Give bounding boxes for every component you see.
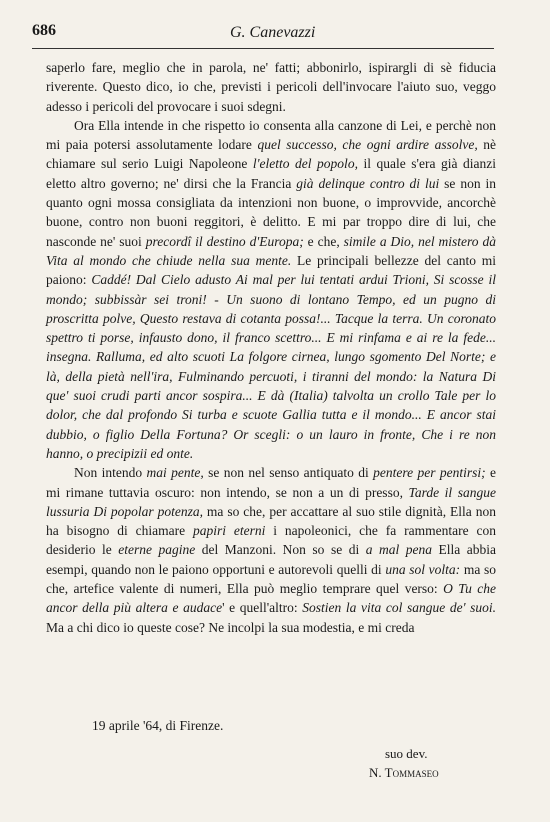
italic-quotation: Sostien la vita col sangue de' suoi. [302,600,496,616]
text-run: se non in quanto ogni mossa consigliata da intenzioni non buone, o improvvide, ancorchè buone, contro non buoni reggitori, è delitto. E mi par troppo dire di lui, che nasconde ne' suoi [46,175,496,249]
paragraph [46,58,496,116]
page-header [32,22,502,48]
italic-quotation: quel successo, che ogni ardire assolve, [257,137,478,153]
signature-block [369,744,439,782]
text-run: e che, [303,233,344,249]
italic-quotation: Tarde il sangue lussuria Di popolar potenza, [46,484,496,519]
italic-quotation: precordî il destino d'Europa; [145,233,304,249]
text-run: Le principali bellezze del canto mi paiono: [46,252,496,288]
date-line: 19 aprile '64, di Firenze. [92,718,224,733]
text-run: saperlo fare, meglio che in parola, ne' fatti; abbonirlo, ispirargli di sè fiducia riverente. Questo dico, io che, previsti i pericoli dell'invocare l'aiuto suo, veggo adesso i pericoli del provocare i suoi sdegni. [46,60,496,114]
text-run: i napoleonici, che fa rammentare con desiderio le [46,523,497,558]
letter-body [46,58,496,637]
italic-quotation: papiri eterni [193,523,266,539]
italic-quotation: una sol volta: [385,561,461,577]
text-run: Non intendo [74,465,147,481]
text-run: se non nel senso antiquato di [203,465,374,481]
text-run: del Manzoni. Non so se di [195,542,366,558]
text-run: ma so che, artefice valente di numeri, Ella può meglio temprare quel verso: [46,561,497,597]
running-head: G. Canevazzi [230,24,316,41]
italic-quotation: a mal pena [365,542,432,558]
signature-name: N. Tommaseo [369,765,439,780]
italic-quotation: simile a Dio, nel mistero dà Vita al mondo che chiude nella sua mente. [46,233,496,268]
page-number: 686 [32,22,56,39]
text-run: nè chiamare sul serio Luigi Napoleone [46,137,496,172]
text-run: e mi rimane tuttavia oscuro: non intendo, se non a un di presso, [46,465,496,500]
italic-quotation: mai pente, [146,465,204,481]
italic-quotation: l'eletto del popolo, [252,156,358,172]
text-run: Ora Ella intende in che rispetto io consenta alla canzone di Lei, e perchè non mi paia potersi assolutamente lodare [46,117,496,153]
italic-quotation: Caddé! Dal Cielo adusto Ai mal per lui tentati ardui Trioni, Si scosse il mondo; subbissàr sei troni! - Un suono di lontano Tempo, ed un pugno di proscritta polve, Questo restava di cotanta possa!... Tacque la terra. Un coronato spettro ti porse, infausto dono, il franco scettro... E mi rinfama e ai re la fede... insegna. Ralluma, ed alto scuoti La folgore cirnea, lungo sgomento Del Norte; e là, della pietà nell'ira, Fulminando percuoti, i tiranni del mondo: la Natura Di que' suoi crudi parti ancor sospira... E dà (Italia) talvolta un crollo Tale per lo dolor, che dal profondo Si turba e scuote Gallia tutta e il mondo... E ancor stai dubbio, o figlio Della Fortuna? Or scegli: o un lauro in fronte, Che i re non hanno, o precipizii ed onte. [46,272,496,461]
italic-quotation: O Tu che ancor della più altera e audace [46,581,496,616]
italic-quotation: già delinque contro di lui [296,175,440,191]
text-run: ma so che, per accattare al suo stile dignità, Ella non ha bisogno di chiamare [46,503,496,539]
text-run: il quale s'era già dianzi eletto altro governo; ne' dirsi che la Francia [46,156,497,191]
paragraph [46,463,496,637]
italic-quotation: pentere per pentirsi; [373,465,486,481]
paragraph [46,116,496,463]
header-rule [32,48,494,49]
text-run: Ma a chi dico io queste cose? Ne incolpi la sua modestia, e mi creda [46,619,415,635]
text-run: Ella abbia esempi, quando non le paiono opportuni e autorevoli quelli di [46,542,497,577]
italic-quotation: eterne pagine [118,542,196,558]
valediction: suo dev. [385,746,428,761]
text-run: ' e quell'altro: [222,600,303,616]
